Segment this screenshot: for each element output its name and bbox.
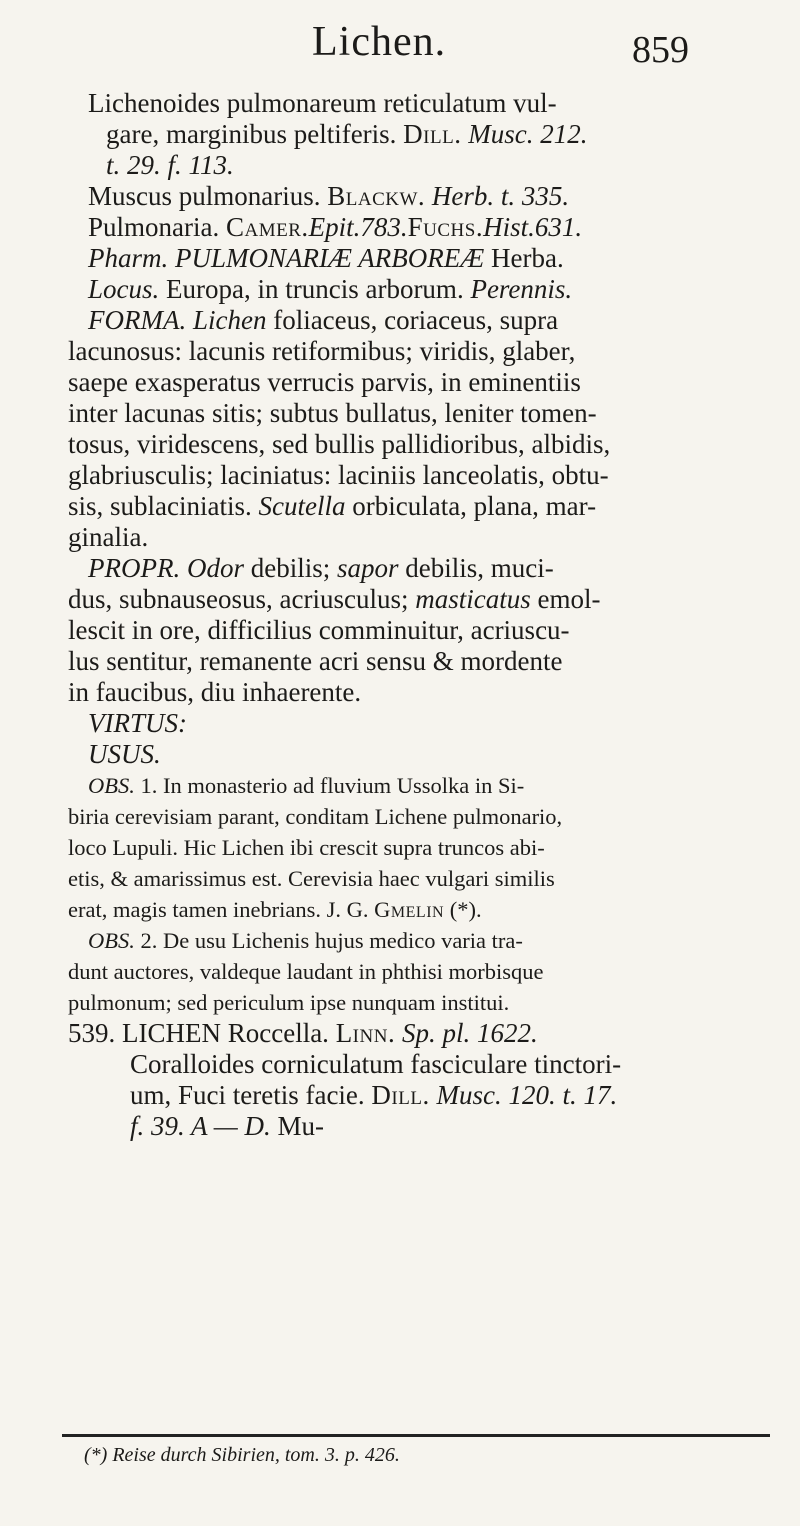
text-segment: tosus, viridescens, sed bullis pallidioribus, albidis, — [68, 429, 611, 459]
text-segment: erat, magis tamen inebrians. J. G. — [68, 897, 375, 922]
text-segment: Lichenoides pulmonareum reticulatum vul- — [88, 88, 557, 118]
text-line — [68, 367, 768, 398]
text-line — [68, 460, 768, 491]
text-segment: masticatus — [415, 584, 531, 614]
text-line — [68, 274, 768, 305]
text-line — [68, 1080, 768, 1111]
text-line — [68, 150, 768, 181]
text-segment: lacunosus: lacunis retiformibus; viridis, glaber, — [68, 336, 576, 366]
text-segment: um, Fuci teretis facie. — [130, 1080, 372, 1110]
body-text — [68, 88, 768, 1142]
text-segment: sapor — [336, 553, 399, 583]
text-line — [68, 553, 768, 584]
text-segment: Sp. pl. 1622. — [401, 1018, 538, 1048]
text-segment: 539. LICHEN Roccella. — [68, 1018, 336, 1048]
text-segment: Epit.783. — [308, 212, 408, 242]
text-line — [68, 801, 768, 832]
text-segment: pulmonum; sed periculum ipse nunquam institui. — [68, 990, 510, 1015]
text-segment: Blackw. — [327, 181, 426, 211]
text-segment: glabriusculis; laciniatus: laciniis lanceolatis, obtu- — [68, 460, 609, 490]
text-line — [68, 894, 768, 925]
footnote-rule — [62, 1434, 770, 1437]
text-segment: 1. In monasterio ad fluvium Ussolka in Si- — [134, 773, 525, 798]
text-line — [68, 1111, 768, 1142]
text-line — [68, 615, 768, 646]
text-segment: Perennis. — [470, 274, 573, 304]
text-segment: OBS. — [88, 773, 135, 798]
text-segment: loco Lupuli. Hic Lichen ibi crescit supra truncos abi- — [68, 835, 545, 860]
text-segment: FORMA. Lichen — [88, 305, 267, 335]
text-line — [68, 305, 768, 336]
text-segment: debilis, muci- — [398, 553, 554, 583]
text-segment: emol- — [530, 584, 601, 614]
text-line — [68, 863, 768, 894]
text-segment: debilis; — [243, 553, 337, 583]
text-line — [68, 522, 768, 553]
text-line — [68, 770, 768, 801]
text-segment — [425, 181, 432, 211]
text-segment: lus sentitur, remanente acri sensu & mordente — [68, 646, 563, 676]
text-line — [68, 832, 768, 863]
text-segment: sis, sublaciniatis. — [68, 491, 259, 521]
text-segment: USUS. — [88, 739, 161, 769]
running-title: Lichen. — [312, 19, 447, 65]
text-segment: ginalia. — [68, 522, 149, 552]
text-line — [68, 925, 768, 956]
text-segment: Gmelin — [374, 897, 445, 922]
text-segment: Hist.631. — [483, 212, 583, 242]
text-line — [68, 987, 768, 1018]
text-line — [68, 708, 768, 739]
text-segment: VIRTUS: — [88, 708, 187, 738]
text-segment: 2. De usu Lichenis hujus medico varia tra- — [134, 928, 523, 953]
text-segment: Muscus pulmonarius. — [88, 181, 328, 211]
page-header — [0, 18, 800, 78]
text-line — [68, 677, 768, 708]
text-segment: Locus. — [88, 274, 160, 304]
text-segment: Scutella — [258, 491, 346, 521]
text-line — [68, 181, 768, 212]
text-line — [68, 1018, 768, 1049]
text-segment: Pharm. PULMONARIÆ ARBOREÆ — [88, 243, 485, 273]
text-line — [68, 212, 768, 243]
text-segment: Dill. — [371, 1080, 430, 1110]
text-line — [68, 119, 768, 150]
text-segment: Herba. — [484, 243, 564, 273]
text-segment: foliaceus, coriaceus, supra — [266, 305, 559, 335]
text-segment: dunt auctores, valdeque laudant in phthisi morbisque — [68, 959, 544, 984]
text-segment: etis, & amarissimus est. Cerevisia haec vulgari similis — [68, 866, 555, 891]
text-segment: in faucibus, diu inhaerente. — [68, 677, 362, 707]
text-segment: Pulmonaria. — [88, 212, 226, 242]
text-segment: Dill. — [403, 119, 462, 149]
text-line — [68, 739, 768, 770]
text-line — [68, 584, 768, 615]
text-segment: PROPR. Odor — [88, 553, 244, 583]
text-segment: Fuchs. — [407, 212, 484, 242]
text-line — [68, 1049, 768, 1080]
text-segment — [395, 1018, 402, 1048]
text-segment: orbiculata, plana, mar- — [345, 491, 597, 521]
text-line — [68, 646, 768, 677]
text-segment: t. 29. f. 113. — [106, 150, 234, 180]
text-line — [68, 88, 768, 119]
footnote: (*) Reise durch Sibirien, tom. 3. p. 426. — [84, 1444, 400, 1466]
text-line — [68, 243, 768, 274]
text-segment: inter lacunas sitis; subtus bullatus, leniter tomen- — [68, 398, 597, 428]
text-segment: (*). — [444, 897, 482, 922]
text-segment: gare, marginibus peltiferis. — [106, 119, 404, 149]
text-segment: Musc. 120. t. 17. — [436, 1080, 618, 1110]
text-segment: Musc. 212. — [468, 119, 588, 149]
text-segment: f. 39. A — D. — [130, 1111, 271, 1141]
text-line — [68, 336, 768, 367]
text-segment: saepe exasperatus verrucis parvis, in eminentiis — [68, 367, 581, 397]
text-segment: dus, subnauseosus, acriusculus; — [68, 584, 416, 614]
text-segment: biria cerevisiam parant, conditam Lichene pulmonario, — [68, 804, 563, 829]
text-segment: Herb. t. 335. — [431, 181, 570, 211]
text-segment: Camer. — [225, 212, 309, 242]
text-line — [68, 956, 768, 987]
text-line — [68, 491, 768, 522]
text-segment: Mu- — [270, 1111, 325, 1141]
page-number: 859 — [632, 29, 689, 71]
text-line — [68, 429, 768, 460]
text-segment: lescit in ore, difficilius comminuitur, acriuscu- — [68, 615, 570, 645]
text-segment: Europa, in truncis arborum. — [159, 274, 471, 304]
text-line — [68, 398, 768, 429]
text-segment: Coralloides corniculatum fasciculare tinctori- — [130, 1049, 622, 1079]
text-segment: OBS. — [88, 928, 135, 953]
text-segment: Linn. — [335, 1018, 396, 1048]
